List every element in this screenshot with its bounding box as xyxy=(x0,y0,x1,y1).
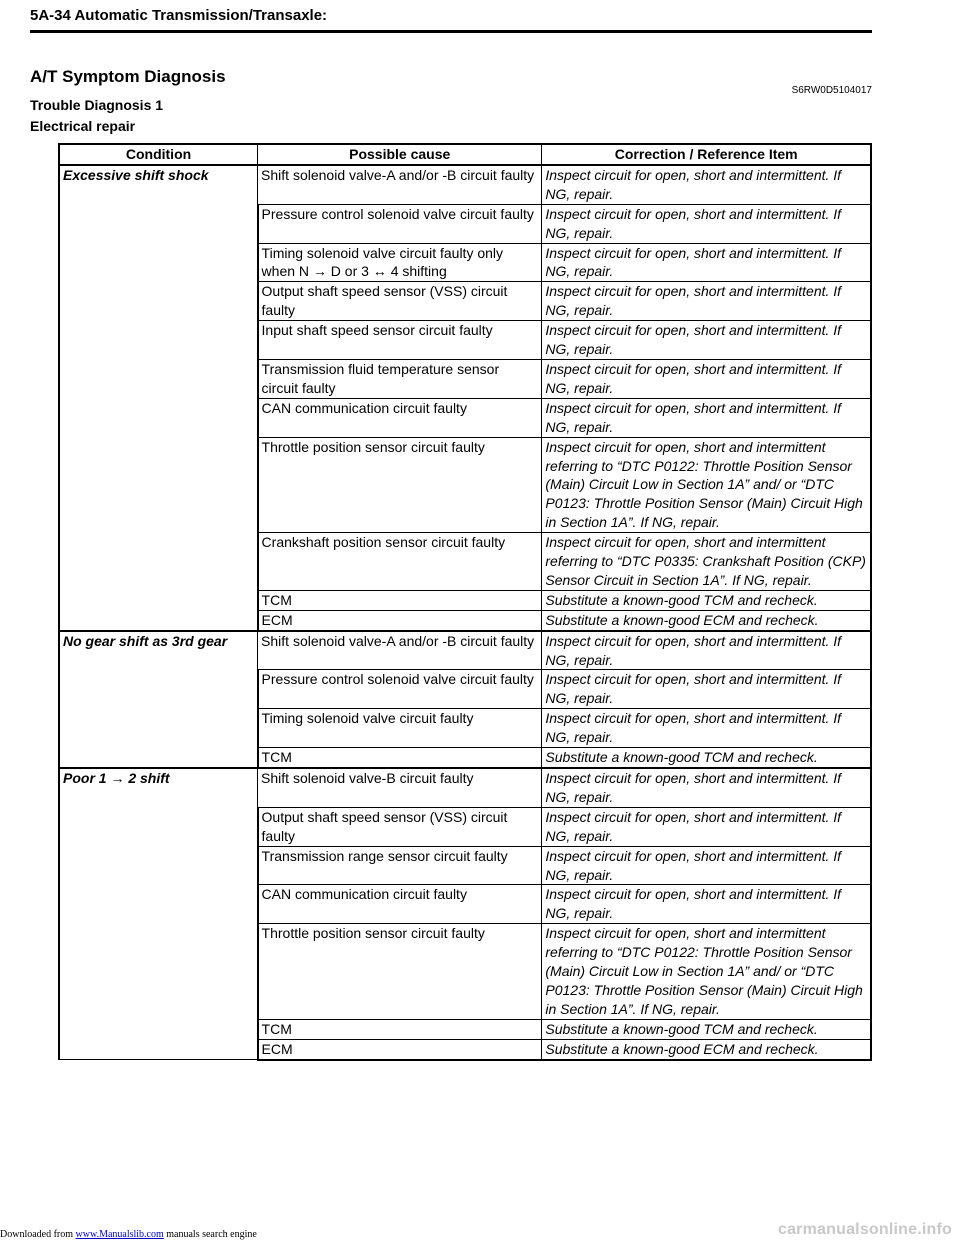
cause-cell: Throttle position sensor circuit faulty xyxy=(258,924,542,1020)
cause-cell: CAN communication circuit faulty xyxy=(258,885,542,924)
symptom-table xyxy=(58,143,872,1061)
subtitle-electrical-repair: Electrical repair xyxy=(30,118,136,134)
correction-cell: Inspect circuit for open, short and intermittent. If NG, repair. xyxy=(542,204,871,243)
correction-cell: Inspect circuit for open, short and intermittent. If NG, repair. xyxy=(542,165,871,204)
correction-cell: Substitute a known-good ECM and recheck. xyxy=(542,610,871,630)
cause-cell: Throttle position sensor circuit faulty xyxy=(258,437,542,533)
download-footer xyxy=(0,1229,257,1240)
correction-cell: Inspect circuit for open, short and intermittent. If NG, repair. xyxy=(542,768,871,807)
correction-cell: Inspect circuit for open, short and intermittent. If NG, repair. xyxy=(542,846,871,885)
cause-cell: Pressure control solenoid valve circuit faulty xyxy=(258,204,542,243)
correction-cell: Inspect circuit for open, short and intermittent. If NG, repair. xyxy=(542,885,871,924)
section-code: S6RW0D5104017 xyxy=(791,85,872,96)
correction-cell: Substitute a known-good TCM and recheck. xyxy=(542,590,871,610)
correction-cell: Inspect circuit for open, short and intermittent. If NG, repair. xyxy=(542,709,871,748)
correction-cell: Inspect circuit for open, short and intermittent. If NG, repair. xyxy=(542,807,871,846)
cause-cell: Timing solenoid valve circuit faulty xyxy=(258,709,542,748)
header-condition: Condition xyxy=(59,144,258,165)
cause-cell: Timing solenoid valve circuit faulty only when N → D or 3 ↔ 4 shifting xyxy=(258,243,542,282)
cause-cell: Output shaft speed sensor (VSS) circuit faulty xyxy=(258,807,542,846)
table-header-row xyxy=(59,144,871,165)
cause-cell: Input shaft speed sensor circuit faulty xyxy=(258,321,542,360)
cause-cell: Output shaft speed sensor (VSS) circuit faulty xyxy=(258,282,542,321)
cause-cell: Transmission range sensor circuit faulty xyxy=(258,846,542,885)
correction-cell: Substitute a known-good ECM and recheck. xyxy=(542,1039,871,1059)
correction-cell: Inspect circuit for open, short and intermittent referring to “DTC P0122: Throttle Position Sensor (Main) Circuit Low in Section 1A” and/ or “DTC P0123: Throttle Position Sensor (Main) Circuit High in Section 1A”. If NG, repair. xyxy=(542,924,871,1020)
correction-cell: Inspect circuit for open, short and intermittent referring to “DTC P0335: Crankshaft Position (CKP) Sensor Circuit in Section 1A”. If NG, repair. xyxy=(542,533,871,591)
correction-cell: Substitute a known-good TCM and recheck. xyxy=(542,748,871,768)
header-possible-cause: Possible cause xyxy=(258,144,542,165)
page-header: 5A-34 Automatic Transmission/Transaxle: xyxy=(30,6,872,33)
cause-cell: TCM xyxy=(258,1019,542,1039)
cause-cell: Shift solenoid valve-A and/or -B circuit faulty xyxy=(258,631,542,670)
condition-cell: Excessive shift shock xyxy=(59,165,258,631)
correction-cell: Inspect circuit for open, short and intermittent. If NG, repair. xyxy=(542,321,871,360)
site-watermark: carmanualsonline.info xyxy=(777,1221,952,1238)
table-row xyxy=(59,768,871,807)
footer-suffix: manuals search engine xyxy=(163,1229,257,1240)
cause-cell: Crankshaft position sensor circuit faulty xyxy=(258,533,542,591)
correction-cell: Inspect circuit for open, short and intermittent referring to “DTC P0122: Throttle Position Sensor (Main) Circuit Low in Section 1A” and/ or “DTC P0123: Throttle Position Sensor (Main) Circuit High in Section 1A”. If NG, repair. xyxy=(542,437,871,533)
cause-cell: CAN communication circuit faulty xyxy=(258,398,542,437)
cause-cell: Shift solenoid valve-B circuit faulty xyxy=(258,768,542,807)
cause-cell: ECM xyxy=(258,610,542,630)
condition-cell: Poor 1 → 2 shift xyxy=(59,768,258,1060)
header-correction: Correction / Reference Item xyxy=(542,144,871,165)
table-row xyxy=(59,631,871,670)
subtitle-trouble-diagnosis: Trouble Diagnosis 1 xyxy=(30,97,164,113)
cause-cell: Transmission fluid temperature sensor circuit faulty xyxy=(258,359,542,398)
correction-cell: Inspect circuit for open, short and intermittent. If NG, repair. xyxy=(542,243,871,282)
footer-prefix: Downloaded from xyxy=(0,1229,76,1240)
correction-cell: Inspect circuit for open, short and intermittent. If NG, repair. xyxy=(542,359,871,398)
cause-cell: Shift solenoid valve-A and/or -B circuit faulty xyxy=(258,165,542,204)
section-title: A/T Symptom Diagnosis xyxy=(30,67,226,86)
correction-cell: Inspect circuit for open, short and intermittent. If NG, repair. xyxy=(542,398,871,437)
correction-cell: Inspect circuit for open, short and intermittent. If NG, repair. xyxy=(542,631,871,670)
correction-cell: Substitute a known-good TCM and recheck. xyxy=(542,1019,871,1039)
manualslib-link[interactable]: www.Manualslib.com xyxy=(75,1229,164,1240)
condition-cell: No gear shift as 3rd gear xyxy=(59,631,258,768)
correction-cell: Inspect circuit for open, short and intermittent. If NG, repair. xyxy=(542,282,871,321)
cause-cell: Pressure control solenoid valve circuit faulty xyxy=(258,670,542,709)
cause-cell: TCM xyxy=(258,748,542,768)
table-row xyxy=(59,165,871,204)
cause-cell: ECM xyxy=(258,1039,542,1059)
cause-cell: TCM xyxy=(258,590,542,610)
correction-cell: Inspect circuit for open, short and intermittent. If NG, repair. xyxy=(542,670,871,709)
